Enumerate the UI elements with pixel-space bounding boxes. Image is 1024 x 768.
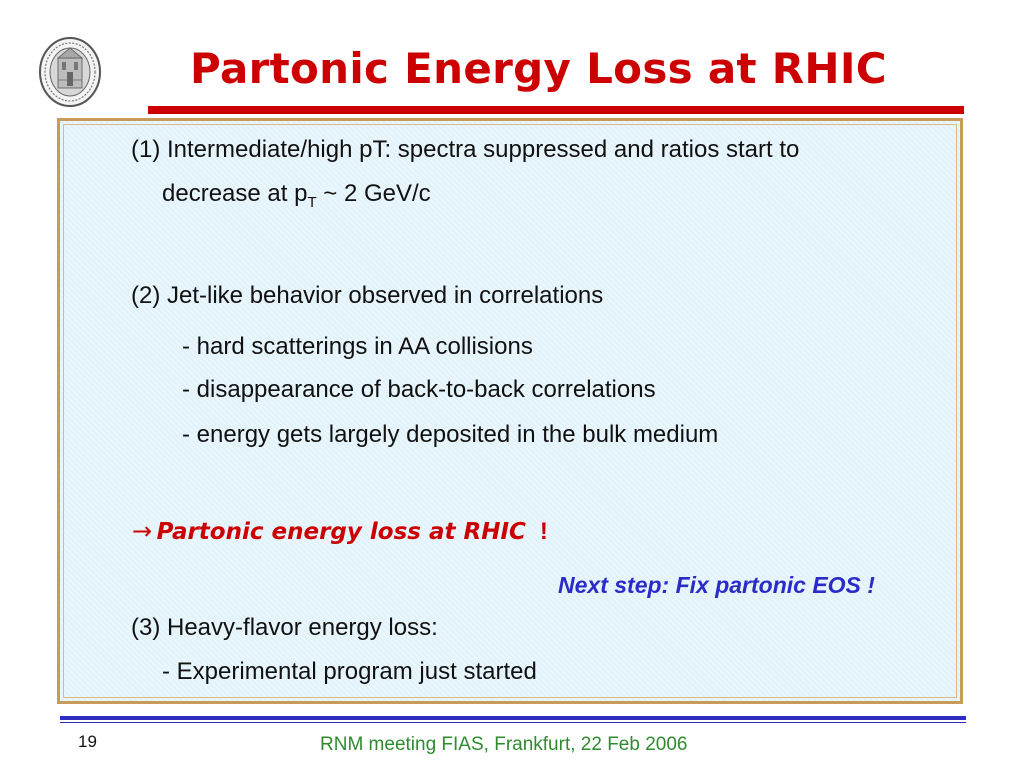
footer-text: RNM meeting FIAS, Frankfurt, 22 Feb 2006 (320, 734, 688, 755)
exclamation-mark: ! (539, 518, 548, 545)
item-3-heading: (3) Heavy-flavor energy loss: (131, 614, 438, 641)
item-1-suffix: ~ 2 GeV/c (316, 180, 431, 207)
arrow-right-icon: → (132, 517, 153, 545)
conclusion-line (132, 517, 548, 546)
slide-title: Partonic Energy Loss at RHIC (190, 44, 887, 93)
pt-subscript: T (307, 193, 317, 211)
footer-divider (60, 716, 966, 720)
conclusion-text: Partonic energy loss at RHIC (156, 519, 526, 545)
footer-divider-thin (60, 722, 966, 723)
item-1-line-2 (162, 180, 431, 211)
next-step-note: Next step: Fix partonic EOS ! (558, 572, 875, 598)
item-3-bullet: - Experimental program just started (162, 658, 537, 685)
item-1-prefix: decrease at p (162, 180, 308, 207)
item-2-bullet: - disappearance of back-to-back correlations (182, 376, 656, 403)
item-2-heading: (2) Jet-like behavior observed in correlations (131, 282, 604, 309)
item-2-bullet: - hard scatterings in AA collisions (182, 333, 533, 360)
university-seal-icon (38, 36, 102, 108)
slide-number: 19 (78, 732, 97, 751)
title-divider (148, 106, 964, 114)
item-1-line-1: (1) Intermediate/high pT: spectra suppressed and ratios start to (131, 136, 800, 163)
item-2-bullet: - energy gets largely deposited in the bulk medium (182, 421, 719, 448)
